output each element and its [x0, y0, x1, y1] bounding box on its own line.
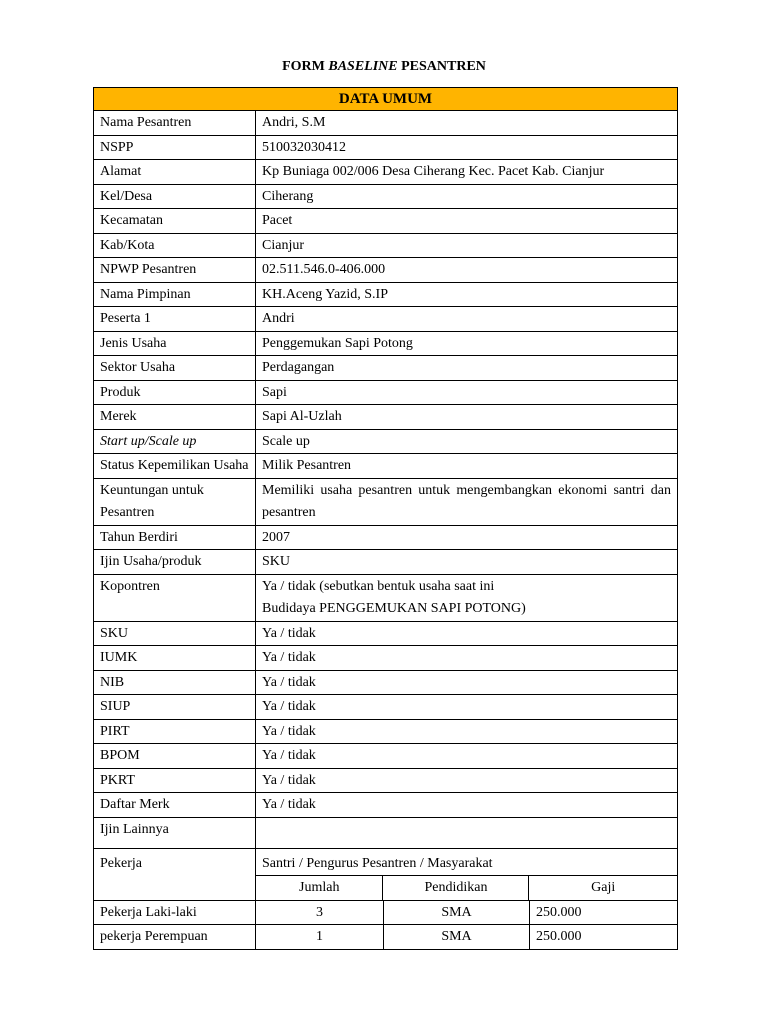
field-label: Pekerja [94, 848, 256, 900]
field-label: Kopontren [94, 574, 256, 621]
field-value [256, 817, 678, 848]
field-value: Ya / tidak [256, 768, 678, 793]
field-label: Kab/Kota [94, 233, 256, 258]
field-value [256, 574, 678, 621]
pendidikan-cell: SMA [384, 900, 530, 925]
field-value: Kp Buniaga 002/006 Desa Ciherang Kec. Pacet Kab. Cianjur [256, 160, 678, 185]
field-value: Ya / tidak [256, 646, 678, 671]
field-value: Andri [256, 307, 678, 332]
table-row [94, 405, 678, 430]
field-label: Kel/Desa [94, 184, 256, 209]
data-umum-table [93, 87, 678, 950]
table-row [94, 646, 678, 671]
field-value: 510032030412 [256, 135, 678, 160]
column-header-jumlah: Jumlah [299, 880, 340, 895]
field-value: Ya / tidak [256, 695, 678, 720]
field-label: Peserta 1 [94, 307, 256, 332]
field-label: Nama Pimpinan [94, 282, 256, 307]
field-label: Alamat [94, 160, 256, 185]
table-row [94, 478, 678, 525]
pendidikan-cell: SMA [384, 925, 530, 950]
field-value: Ya / tidak [256, 744, 678, 769]
field-label: Merek [94, 405, 256, 430]
form-title-italic: BASELINE [328, 59, 398, 74]
field-value: Ya / tidak [256, 670, 678, 695]
field-value-line: Ya / tidak (sebutkan bentuk usaha saat ini [262, 578, 495, 594]
gaji-cell: 250.000 [530, 925, 678, 950]
field-value: Ya / tidak [256, 793, 678, 818]
field-value: Penggemukan Sapi Potong [256, 331, 678, 356]
table-row [94, 925, 678, 950]
field-label: Ijin Lainnya [94, 817, 256, 848]
jumlah-cell: 3 [256, 900, 384, 925]
table-row [94, 209, 678, 234]
field-value: Ya / tidak [256, 719, 678, 744]
field-label: SKU [94, 621, 256, 646]
table-row [94, 670, 678, 695]
field-value: Ya / tidak [256, 621, 678, 646]
field-label: Pekerja Laki-laki [94, 900, 256, 925]
table-row [94, 621, 678, 646]
table-row [94, 574, 678, 621]
pekerja-value-cell [256, 848, 678, 900]
field-value: KH.Aceng Yazid, S.IP [256, 282, 678, 307]
column-header-gaji: Gaji [529, 876, 677, 900]
table-row [94, 258, 678, 283]
field-label: pekerja Perempuan [94, 925, 256, 950]
section-header: DATA UMUM [94, 88, 678, 111]
field-value: 2007 [256, 525, 678, 550]
field-value: Santri / Pengurus Pesantren / Masyarakat [256, 849, 677, 876]
form-title-prefix: FORM [282, 59, 325, 74]
field-value: Sapi [256, 380, 678, 405]
field-value: Memiliki usaha pesantren untuk mengembangkan ekonomi santri dan pesantren [256, 478, 678, 525]
table-row [94, 719, 678, 744]
field-value: Scale up [256, 429, 678, 454]
field-value: Andri, S.M [256, 111, 678, 136]
field-label: Ijin Usaha/produk [94, 550, 256, 575]
form-title-suffix: PESANTREN [401, 59, 486, 74]
table-row [94, 550, 678, 575]
table-row [94, 111, 678, 136]
table-row [94, 356, 678, 381]
form-title [0, 59, 768, 75]
table-row [94, 695, 678, 720]
field-label: SIUP [94, 695, 256, 720]
field-label: PIRT [94, 719, 256, 744]
field-label: IUMK [94, 646, 256, 671]
table-row [94, 160, 678, 185]
table-row [94, 184, 678, 209]
field-value: Milik Pesantren [256, 454, 678, 479]
table-row [94, 233, 678, 258]
table-row [94, 817, 678, 848]
table-row [94, 429, 678, 454]
table-row [94, 331, 678, 356]
table-row [94, 307, 678, 332]
table-row [94, 793, 678, 818]
field-label: NSPP [94, 135, 256, 160]
field-label: Status Kepemilikan Usaha [94, 454, 256, 479]
field-label: Kecamatan [94, 209, 256, 234]
field-label: Daftar Merk [94, 793, 256, 818]
field-label: Jenis Usaha [94, 331, 256, 356]
field-value: Sapi Al-Uzlah [256, 405, 678, 430]
field-label: Start up/Scale up [94, 429, 256, 454]
jumlah-cell: 1 [256, 925, 384, 950]
pekerja-row [94, 848, 678, 900]
table-row [94, 454, 678, 479]
field-label: NPWP Pesantren [94, 258, 256, 283]
gaji-cell: 250.000 [530, 900, 678, 925]
table-row [94, 744, 678, 769]
table-row [94, 135, 678, 160]
field-label: NIB [94, 670, 256, 695]
field-value: SKU [256, 550, 678, 575]
field-value: Perdagangan [256, 356, 678, 381]
column-header-pendidikan: Pendidikan [383, 876, 529, 900]
field-value-line: Budidaya PENGGEMUKAN SAPI POTONG) [262, 601, 526, 616]
table-row [94, 768, 678, 793]
field-label: Sektor Usaha [94, 356, 256, 381]
field-value: 02.511.546.0-406.000 [256, 258, 678, 283]
table-row [94, 380, 678, 405]
table-row [94, 282, 678, 307]
field-label: PKRT [94, 768, 256, 793]
field-label: BPOM [94, 744, 256, 769]
field-value: Ciherang [256, 184, 678, 209]
field-value: Pacet [256, 209, 678, 234]
field-label: Keuntungan untuk Pesantren [94, 478, 256, 525]
field-value: Cianjur [256, 233, 678, 258]
table-row [94, 900, 678, 925]
pekerja-subtable [256, 849, 677, 900]
table-row [94, 525, 678, 550]
field-label: Produk [94, 380, 256, 405]
field-label: Nama Pesantren [94, 111, 256, 136]
field-label: Tahun Berdiri [94, 525, 256, 550]
